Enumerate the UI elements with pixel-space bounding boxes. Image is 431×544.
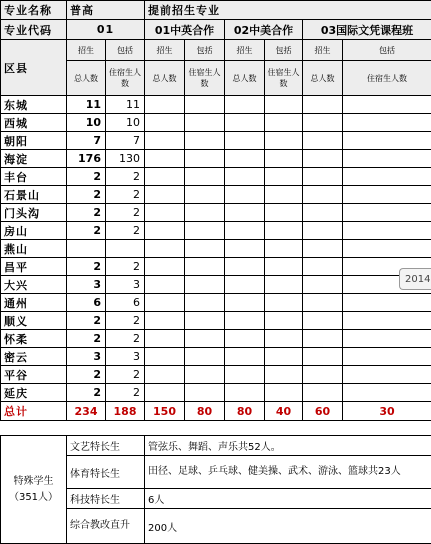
empty-cell <box>185 330 225 348</box>
advance-enrollment-label: 提前招生专业 <box>145 1 431 20</box>
boarder-count: 2 <box>106 384 145 402</box>
empty-cell <box>303 240 343 258</box>
total-count: 6 <box>67 294 106 312</box>
total-count: 2 <box>67 366 106 384</box>
district-name: 大兴 <box>1 276 67 294</box>
general-code: 01 <box>67 20 145 40</box>
boarder-count: 7 <box>106 132 145 150</box>
empty-cell <box>343 204 431 222</box>
empty-cell <box>145 150 185 168</box>
total-label: 总人数 <box>145 61 185 96</box>
code-ib-program: 03国际文凭课程班 <box>303 20 431 40</box>
empty-cell <box>145 114 185 132</box>
empty-cell <box>343 384 431 402</box>
total-count: 2 <box>67 312 106 330</box>
empty-cell <box>265 168 303 186</box>
district-row <box>1 330 431 348</box>
district-row <box>1 384 431 402</box>
empty-cell <box>145 168 185 186</box>
empty-cell <box>265 330 303 348</box>
empty-cell <box>343 294 431 312</box>
district-name: 门头沟 <box>1 204 67 222</box>
empty-cell <box>343 168 431 186</box>
enroll-label: 招生 <box>145 40 185 61</box>
boarder-count: 130 <box>106 150 145 168</box>
total-label: 总人数 <box>225 61 265 96</box>
empty-cell <box>185 96 225 114</box>
empty-cell <box>145 312 185 330</box>
empty-cell <box>145 204 185 222</box>
total-value: 150 <box>145 402 185 421</box>
district-name: 延庆 <box>1 384 67 402</box>
empty-cell <box>145 330 185 348</box>
district-name: 顺义 <box>1 312 67 330</box>
special-students-table <box>0 435 431 544</box>
empty-cell <box>225 330 265 348</box>
empty-cell <box>265 240 303 258</box>
district-row <box>1 186 431 204</box>
boarder-count: 2 <box>106 258 145 276</box>
empty-cell <box>225 294 265 312</box>
district-label: 区县 <box>1 40 67 96</box>
empty-cell <box>265 366 303 384</box>
empty-cell <box>265 186 303 204</box>
empty-cell <box>265 204 303 222</box>
general-high-label: 普高 <box>67 1 145 20</box>
empty-cell <box>225 348 265 366</box>
empty-cell <box>265 384 303 402</box>
special-category: 文艺特长生 <box>67 436 145 456</box>
boarder-count: 10 <box>106 114 145 132</box>
empty-cell <box>303 186 343 204</box>
district-name: 燕山 <box>1 240 67 258</box>
total-count: 2 <box>67 186 106 204</box>
district-name: 房山 <box>1 222 67 240</box>
empty-cell <box>303 294 343 312</box>
district-row <box>1 276 431 294</box>
empty-cell <box>185 132 225 150</box>
enroll-label: 招生 <box>225 40 265 61</box>
total-value: 30 <box>343 402 431 421</box>
empty-cell <box>145 276 185 294</box>
empty-cell <box>343 348 431 366</box>
special-detail: 200人 <box>145 509 431 544</box>
totals-row <box>1 402 431 421</box>
empty-cell <box>343 366 431 384</box>
district-name: 昌平 <box>1 258 67 276</box>
total-count: 2 <box>67 168 106 186</box>
boarder-count: 2 <box>106 204 145 222</box>
empty-cell <box>145 258 185 276</box>
empty-cell <box>185 114 225 132</box>
total-count: 2 <box>67 330 106 348</box>
boarder-count: 2 <box>106 222 145 240</box>
district-name: 丰台 <box>1 168 67 186</box>
total-count: 7 <box>67 132 106 150</box>
empty-cell <box>145 240 185 258</box>
empty-cell <box>185 240 225 258</box>
empty-cell <box>225 168 265 186</box>
empty-cell <box>185 204 225 222</box>
empty-cell <box>225 132 265 150</box>
total-value: 40 <box>265 402 303 421</box>
boarders-label: 住宿生人数 <box>106 61 145 96</box>
empty-cell <box>303 384 343 402</box>
include-label: 包括 <box>343 40 431 61</box>
total-value: 80 <box>185 402 225 421</box>
empty-cell <box>303 204 343 222</box>
district-name: 密云 <box>1 348 67 366</box>
code-us-program: 02中美合作 <box>225 20 303 40</box>
total-count: 10 <box>67 114 106 132</box>
empty-cell <box>185 150 225 168</box>
total-value: 234 <box>67 402 106 421</box>
empty-cell <box>185 384 225 402</box>
empty-cell <box>145 222 185 240</box>
boarder-count: 6 <box>106 294 145 312</box>
district-row <box>1 132 431 150</box>
empty-cell <box>225 312 265 330</box>
boarder-count <box>106 240 145 258</box>
district-name: 石景山 <box>1 186 67 204</box>
special-category: 体育特长生 <box>67 456 145 489</box>
empty-cell <box>185 348 225 366</box>
code-uk-program: 01中英合作 <box>145 20 225 40</box>
empty-cell <box>303 366 343 384</box>
district-row <box>1 258 431 276</box>
boarder-count: 3 <box>106 348 145 366</box>
empty-cell <box>303 348 343 366</box>
total-count: 3 <box>67 276 106 294</box>
empty-cell <box>303 258 343 276</box>
empty-cell <box>225 366 265 384</box>
empty-cell <box>225 222 265 240</box>
empty-cell <box>265 150 303 168</box>
district-row <box>1 240 431 258</box>
special-students-label: 特殊学生（351人） <box>1 436 67 544</box>
special-category: 综合教改直升 <box>67 509 145 544</box>
district-row <box>1 150 431 168</box>
district-row <box>1 348 431 366</box>
district-name: 通州 <box>1 294 67 312</box>
empty-cell <box>225 96 265 114</box>
empty-cell <box>145 366 185 384</box>
district-row <box>1 366 431 384</box>
boarders-label: 住宿生人数 <box>343 61 431 96</box>
boarder-count: 2 <box>106 366 145 384</box>
total-count: 3 <box>67 348 106 366</box>
empty-cell <box>343 150 431 168</box>
empty-cell <box>265 276 303 294</box>
district-row <box>1 222 431 240</box>
total-label: 总人数 <box>67 61 106 96</box>
district-row <box>1 294 431 312</box>
special-detail: 管弦乐、舞蹈、声乐共52人。 <box>145 436 431 456</box>
district-name: 西城 <box>1 114 67 132</box>
empty-cell <box>185 312 225 330</box>
empty-cell <box>265 294 303 312</box>
empty-cell <box>185 222 225 240</box>
empty-cell <box>303 150 343 168</box>
boarder-count: 2 <box>106 168 145 186</box>
district-row <box>1 114 431 132</box>
total-value: 60 <box>303 402 343 421</box>
empty-cell <box>225 258 265 276</box>
major-name-label: 专业名称 <box>1 1 67 20</box>
empty-cell <box>185 366 225 384</box>
empty-cell <box>303 222 343 240</box>
empty-cell <box>303 312 343 330</box>
empty-cell <box>145 294 185 312</box>
boarders-label: 住宿生人数 <box>265 61 303 96</box>
empty-cell <box>225 114 265 132</box>
include-label: 包括 <box>265 40 303 61</box>
major-code-label: 专业代码 <box>1 20 67 40</box>
empty-cell <box>303 276 343 294</box>
empty-cell <box>265 114 303 132</box>
district-row <box>1 168 431 186</box>
district-row <box>1 312 431 330</box>
empty-cell <box>343 330 431 348</box>
boarder-count: 2 <box>106 312 145 330</box>
include-label: 包括 <box>106 40 145 61</box>
empty-cell <box>303 96 343 114</box>
district-name: 海淀 <box>1 150 67 168</box>
boarder-count: 2 <box>106 186 145 204</box>
empty-cell <box>265 96 303 114</box>
empty-cell <box>265 222 303 240</box>
boarder-count: 3 <box>106 276 145 294</box>
empty-cell <box>343 312 431 330</box>
total-count: 2 <box>67 384 106 402</box>
empty-cell <box>225 384 265 402</box>
include-label: 包括 <box>185 40 225 61</box>
empty-cell <box>343 96 431 114</box>
empty-cell <box>185 186 225 204</box>
total-count: 11 <box>67 96 106 114</box>
empty-cell <box>185 168 225 186</box>
total-count: 2 <box>67 258 106 276</box>
total-count: 2 <box>67 222 106 240</box>
empty-cell <box>225 276 265 294</box>
empty-cell <box>185 276 225 294</box>
empty-cell <box>145 96 185 114</box>
district-name: 东城 <box>1 96 67 114</box>
totals-label: 总计 <box>1 402 67 421</box>
boarder-count: 2 <box>106 330 145 348</box>
empty-cell <box>225 150 265 168</box>
empty-cell <box>145 186 185 204</box>
empty-cell <box>343 132 431 150</box>
empty-cell <box>225 186 265 204</box>
empty-cell <box>265 258 303 276</box>
total-label: 总人数 <box>303 61 343 96</box>
empty-cell <box>303 114 343 132</box>
empty-cell <box>343 186 431 204</box>
empty-cell <box>145 132 185 150</box>
total-value: 80 <box>225 402 265 421</box>
district-name: 平谷 <box>1 366 67 384</box>
empty-cell <box>225 240 265 258</box>
district-row <box>1 204 431 222</box>
total-value: 188 <box>106 402 145 421</box>
total-count: 176 <box>67 150 106 168</box>
empty-cell <box>343 240 431 258</box>
empty-cell <box>343 114 431 132</box>
district-name: 怀柔 <box>1 330 67 348</box>
enroll-label: 招生 <box>303 40 343 61</box>
empty-cell <box>303 132 343 150</box>
district-row <box>1 96 431 114</box>
empty-cell <box>265 348 303 366</box>
empty-cell <box>303 330 343 348</box>
special-detail: 6人 <box>145 489 431 509</box>
boarders-label: 住宿生人数 <box>185 61 225 96</box>
total-count: 2 <box>67 204 106 222</box>
empty-cell <box>185 258 225 276</box>
empty-cell <box>145 384 185 402</box>
empty-cell <box>303 168 343 186</box>
empty-cell <box>343 222 431 240</box>
empty-cell <box>265 312 303 330</box>
empty-cell <box>185 294 225 312</box>
empty-cell <box>265 132 303 150</box>
total-count <box>67 240 106 258</box>
special-detail: 田径、足球、乒乓球、健美操、武术、游泳、篮球共23人 <box>145 456 431 489</box>
enroll-label: 招生 <box>67 40 106 61</box>
special-category: 科技特长生 <box>67 489 145 509</box>
district-name: 朝阳 <box>1 132 67 150</box>
empty-cell <box>225 204 265 222</box>
overlay-date-tab[interactable]: 2014 <box>399 268 431 290</box>
empty-cell <box>145 348 185 366</box>
boarder-count: 11 <box>106 96 145 114</box>
